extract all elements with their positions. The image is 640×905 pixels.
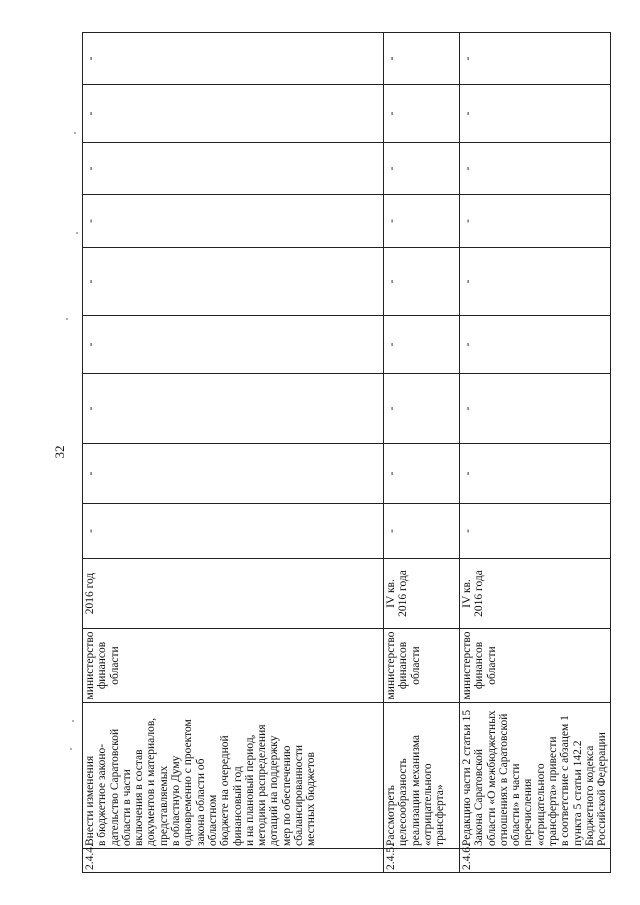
executor-cell: министерство финансов области <box>83 629 384 703</box>
measure-text: Внести изменения в бюджетное законо- дательство Саратовской области в части включения в состав документов и материалов, представляемых в областную Думу одновременно с проектом закона области об областном бюджете на очередной финансовый год и на плановый период, методики распределения дотаций на поддержку мер по обеспечению сбалансированности местных бюджетов <box>83 703 384 849</box>
deadline-cell: IV кв. 2016 года <box>460 559 611 629</box>
value-cell: - <box>460 316 611 374</box>
value-cell: - <box>83 504 384 559</box>
value-cell: - <box>83 444 384 504</box>
value-cell: - <box>384 504 460 559</box>
value-cell: - <box>384 195 460 248</box>
page-number: 32 <box>52 445 67 459</box>
table-row <box>384 33 460 873</box>
scan-speck <box>74 132 76 134</box>
value-cell: - <box>460 248 611 316</box>
executor-cell: министерство финансов области <box>384 629 460 703</box>
value-cell: - <box>384 374 460 444</box>
value-cell: - <box>83 374 384 444</box>
measure-text: Рассмотреть целесообразность реализации механизма «отрицательного трансферта» <box>384 703 460 849</box>
value-cell: - <box>460 143 611 195</box>
table-wrapper <box>82 33 609 873</box>
rotated-table-container <box>82 33 609 873</box>
value-cell: - <box>460 374 611 444</box>
plan-measures-table <box>82 32 611 873</box>
value-cell: - <box>384 444 460 504</box>
value-cell: - <box>83 248 384 316</box>
scan-speck <box>76 232 78 234</box>
scan-speck <box>72 720 74 722</box>
deadline-cell: 2016 год <box>83 559 384 629</box>
deadline-cell: IV кв. 2016 года <box>384 559 460 629</box>
value-cell: - <box>384 143 460 195</box>
value-cell: - <box>83 195 384 248</box>
value-cell: - <box>83 143 384 195</box>
value-cell: - <box>83 33 384 85</box>
value-cell: - <box>460 444 611 504</box>
value-cell: - <box>384 85 460 143</box>
value-cell: - <box>460 195 611 248</box>
value-cell: - <box>460 504 611 559</box>
row-number: 2.4.4. <box>83 849 384 873</box>
value-cell: - <box>384 33 460 85</box>
table-row <box>460 33 611 873</box>
value-cell: - <box>384 248 460 316</box>
value-cell: - <box>83 85 384 143</box>
value-cell: - <box>460 33 611 85</box>
table-row <box>83 33 384 873</box>
row-number: 2.4.6. <box>460 849 611 873</box>
scan-speck <box>70 748 72 750</box>
value-cell: - <box>83 316 384 374</box>
scan-speck <box>66 318 68 320</box>
value-cell: - <box>384 316 460 374</box>
value-cell: - <box>460 85 611 143</box>
measure-text: Редакцию части 2 статьи 15 Закона Саратовской области «О межбюджетных отношениях в Саратовской области» в части перечисления «отрицательного трансферта» привести в соответствие с абзацем 1 пункта 5 статьи 142.2 Бюджетного кодекса Российской Федерации <box>460 703 611 849</box>
executor-cell: министерство финансов области <box>460 629 611 703</box>
row-number: 2.4.5. <box>384 849 460 873</box>
